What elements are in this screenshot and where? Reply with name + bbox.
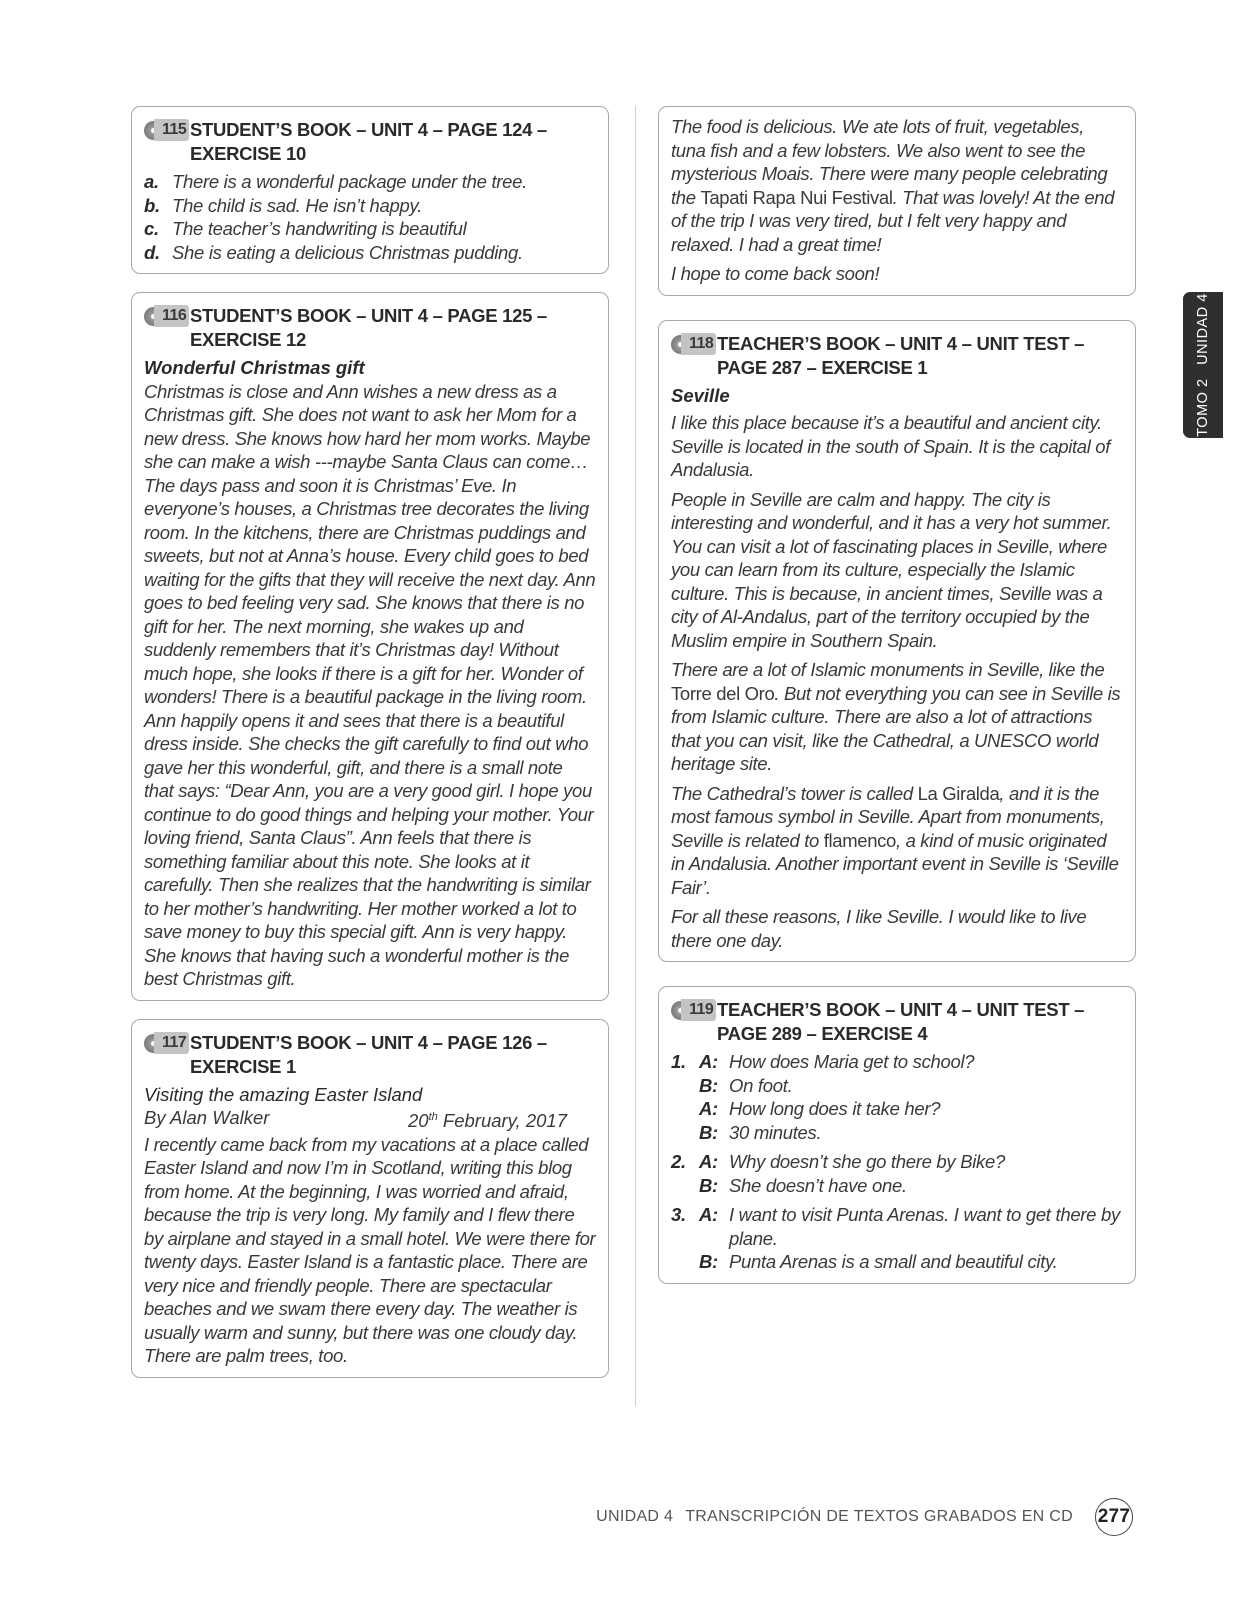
dialogue-2: 2. A: Why doesn’t she go there by Bike? B: She doesn’t have one. bbox=[671, 1151, 1005, 1196]
dialogue-list bbox=[671, 1050, 1123, 1274]
blog-closing: I hope to come back soon! bbox=[671, 263, 880, 284]
cd-icon: 119 bbox=[671, 999, 717, 1021]
list-item: b. The child is sad. He isn’t happy. bbox=[144, 194, 422, 216]
dialogue-3: 3. A: I want to visit Punta Arenas. I want to get there by plane. B: Punta Arenas is a small and beautiful city. bbox=[671, 1204, 1120, 1272]
page-footer bbox=[596, 1497, 1133, 1537]
paragraph: There are a lot of Islamic monuments in Seville, like the Torre del Oro. But not everything you can see in Seville is from Islamic culture. There are also a lot of attractions that you can visit, like the Cathedral, a UNESCO world heritage site. bbox=[671, 659, 1121, 774]
track-116-box bbox=[131, 292, 609, 1001]
blog-text-continued: The food is delicious. We ate lots of fruit, vegetables, tuna fish and a few lobsters. We also went to see the mysterious Moais. There were many people celebrating the Tapati Rapa Nui Festival. That was lovely! At the end of the trip I was very tired, but I felt very happy and relaxed. I had a great time! bbox=[671, 116, 1115, 255]
track-title: STUDENT’S BOOK – UNIT 4 – PAGE 124 – EXERCISE 10 bbox=[190, 119, 547, 164]
cd-icon: 116 bbox=[144, 305, 190, 327]
byline bbox=[144, 1106, 596, 1133]
track-title: STUDENT’S BOOK – UNIT 4 – PAGE 126 – EXERCISE 1 bbox=[190, 1031, 547, 1077]
paragraph: For all these reasons, I like Seville. I would like to live there one day. bbox=[671, 906, 1087, 951]
track-title: TEACHER’S BOOK – UNIT 4 – UNIT TEST – PAGE 287 – EXERCISE 1 bbox=[717, 332, 1085, 378]
blog-text: I recently came back from my vacations at a place called Easter Island and now I’m in Scotland, writing this blog from home. At the beginning, I was worried and afraid, because the trip is very long. My family and I flew there by airplane and stayed in a small hotel. We were there for twenty days. Easter Island is a fantastic place. There are very nice and friendly people. There are spectacular beaches and we swam there every day. The weather is usually warm and sunny, but there was one cloudy day. There are palm trees, too. bbox=[144, 1133, 596, 1367]
text-title: Seville bbox=[671, 384, 730, 406]
story-title: Wonderful Christmas gift bbox=[144, 357, 365, 378]
story-text: Christmas is close and Ann wishes a new dress as a Christmas gift. She does not want to ask her Mom for a new dress. She knows how hard her mom works. Maybe she can make a wish ---maybe Santa Claus can come… The days pass and soon it is Christmas’ Eve. In everyone’s houses, a Christmas tree decorates the living room. In the kitchens, there are Christmas puddings and sweets, but not at Anna’s house. Every child goes to bed waiting for the gifts that they will receive the next day. Ann goes to bed feeling very sad. She knows that there is no gift for her. The next morning, she wakes up and suddenly remembers that it’s Christmas day! Without much hope, she looks if there is a gift for her. Wonder of wonders! There is a beautiful package in the living room. Ann happily opens it and sees that there is a beautiful dress inside. She checks the gift carefully to find out who gave her this wonderful, gift, and there is a small note that says: “Dear Ann, you are a very good girl. I hope you continue to do good things and helping your mother. Your loving friend, Santa Claus”. Ann feels that there is something familiar about this note. She looks at it carefully. Then she realizes that the handwriting is similar to her mother’s handwriting. Her mother worked a lot to save money to buy this special gift. Ann is very happy. She knows that having such a wonderful mother is the best Christmas gift. bbox=[144, 380, 596, 989]
cd-icon: 118 bbox=[671, 333, 717, 355]
paragraph: The Cathedral’s tower is called La Giralda, and it is the most famous symbol in Seville. Apart from monuments, Seville is related to flamenco, a kind of music originated in Andalusia. Another important event in Seville is ‘Seville Fair’. bbox=[671, 782, 1119, 898]
track-117-continued-box bbox=[658, 106, 1136, 296]
track-115-box bbox=[131, 106, 609, 274]
track-118-box bbox=[658, 320, 1136, 963]
left-column bbox=[131, 106, 609, 1396]
track-117-box bbox=[131, 1019, 609, 1378]
list-item: d. She is eating a delicious Christmas pudding. bbox=[144, 241, 523, 263]
paragraph: People in Seville are calm and happy. The city is interesting and wonderful, and it has a very hot summer. You can visit a lot of fascinating places in Seville, where you can learn from its culture, especially the Islamic culture. This is because, in ancient times, Seville was a city of Al-Andalus, part of the territory occupied by the Muslim empire in Southern Spain. bbox=[671, 488, 1112, 651]
volume-unit-tab bbox=[1183, 292, 1223, 438]
answer-list bbox=[144, 170, 596, 264]
track-title: STUDENT’S BOOK – UNIT 4 – PAGE 125 – EXERCISE 12 bbox=[190, 305, 547, 350]
cd-icon: 117 bbox=[144, 1032, 190, 1054]
footer-section: TRANSCRIPCIÓN DE TEXTOS GRABADOS EN CD bbox=[685, 1508, 1073, 1525]
tab-label: TOMO 2 UNIDAD 4 bbox=[1195, 293, 1211, 437]
page-number: 277 bbox=[1095, 1498, 1133, 1536]
track-119-box bbox=[658, 986, 1136, 1284]
column-divider bbox=[635, 106, 636, 1406]
track-title: TEACHER’S BOOK – UNIT 4 – UNIT TEST – PAGE 289 – EXERCISE 4 bbox=[717, 999, 1085, 1044]
date: 20th February, 2017 bbox=[408, 1110, 567, 1132]
cd-icon: 115 bbox=[144, 119, 190, 141]
dialogue-1: 1. A: How does Maria get to school? B: On foot. A: How long does it take her? B: 30 minutes. bbox=[671, 1051, 975, 1143]
right-column bbox=[658, 106, 1136, 1302]
blog-title: Visiting the amazing Easter Island bbox=[144, 1083, 423, 1105]
footer-unit: UNIDAD 4 bbox=[596, 1508, 674, 1525]
list-item: c. The teacher’s handwriting is beautiful bbox=[144, 218, 467, 239]
paragraph: I like this place because it’s a beautiful and ancient city. Seville is located in the south of Spain. It is the capital of Andalusia. bbox=[671, 412, 1111, 480]
author: By Alan Walker bbox=[144, 1107, 270, 1128]
list-item: a. There is a wonderful package under the tree. bbox=[144, 171, 527, 192]
